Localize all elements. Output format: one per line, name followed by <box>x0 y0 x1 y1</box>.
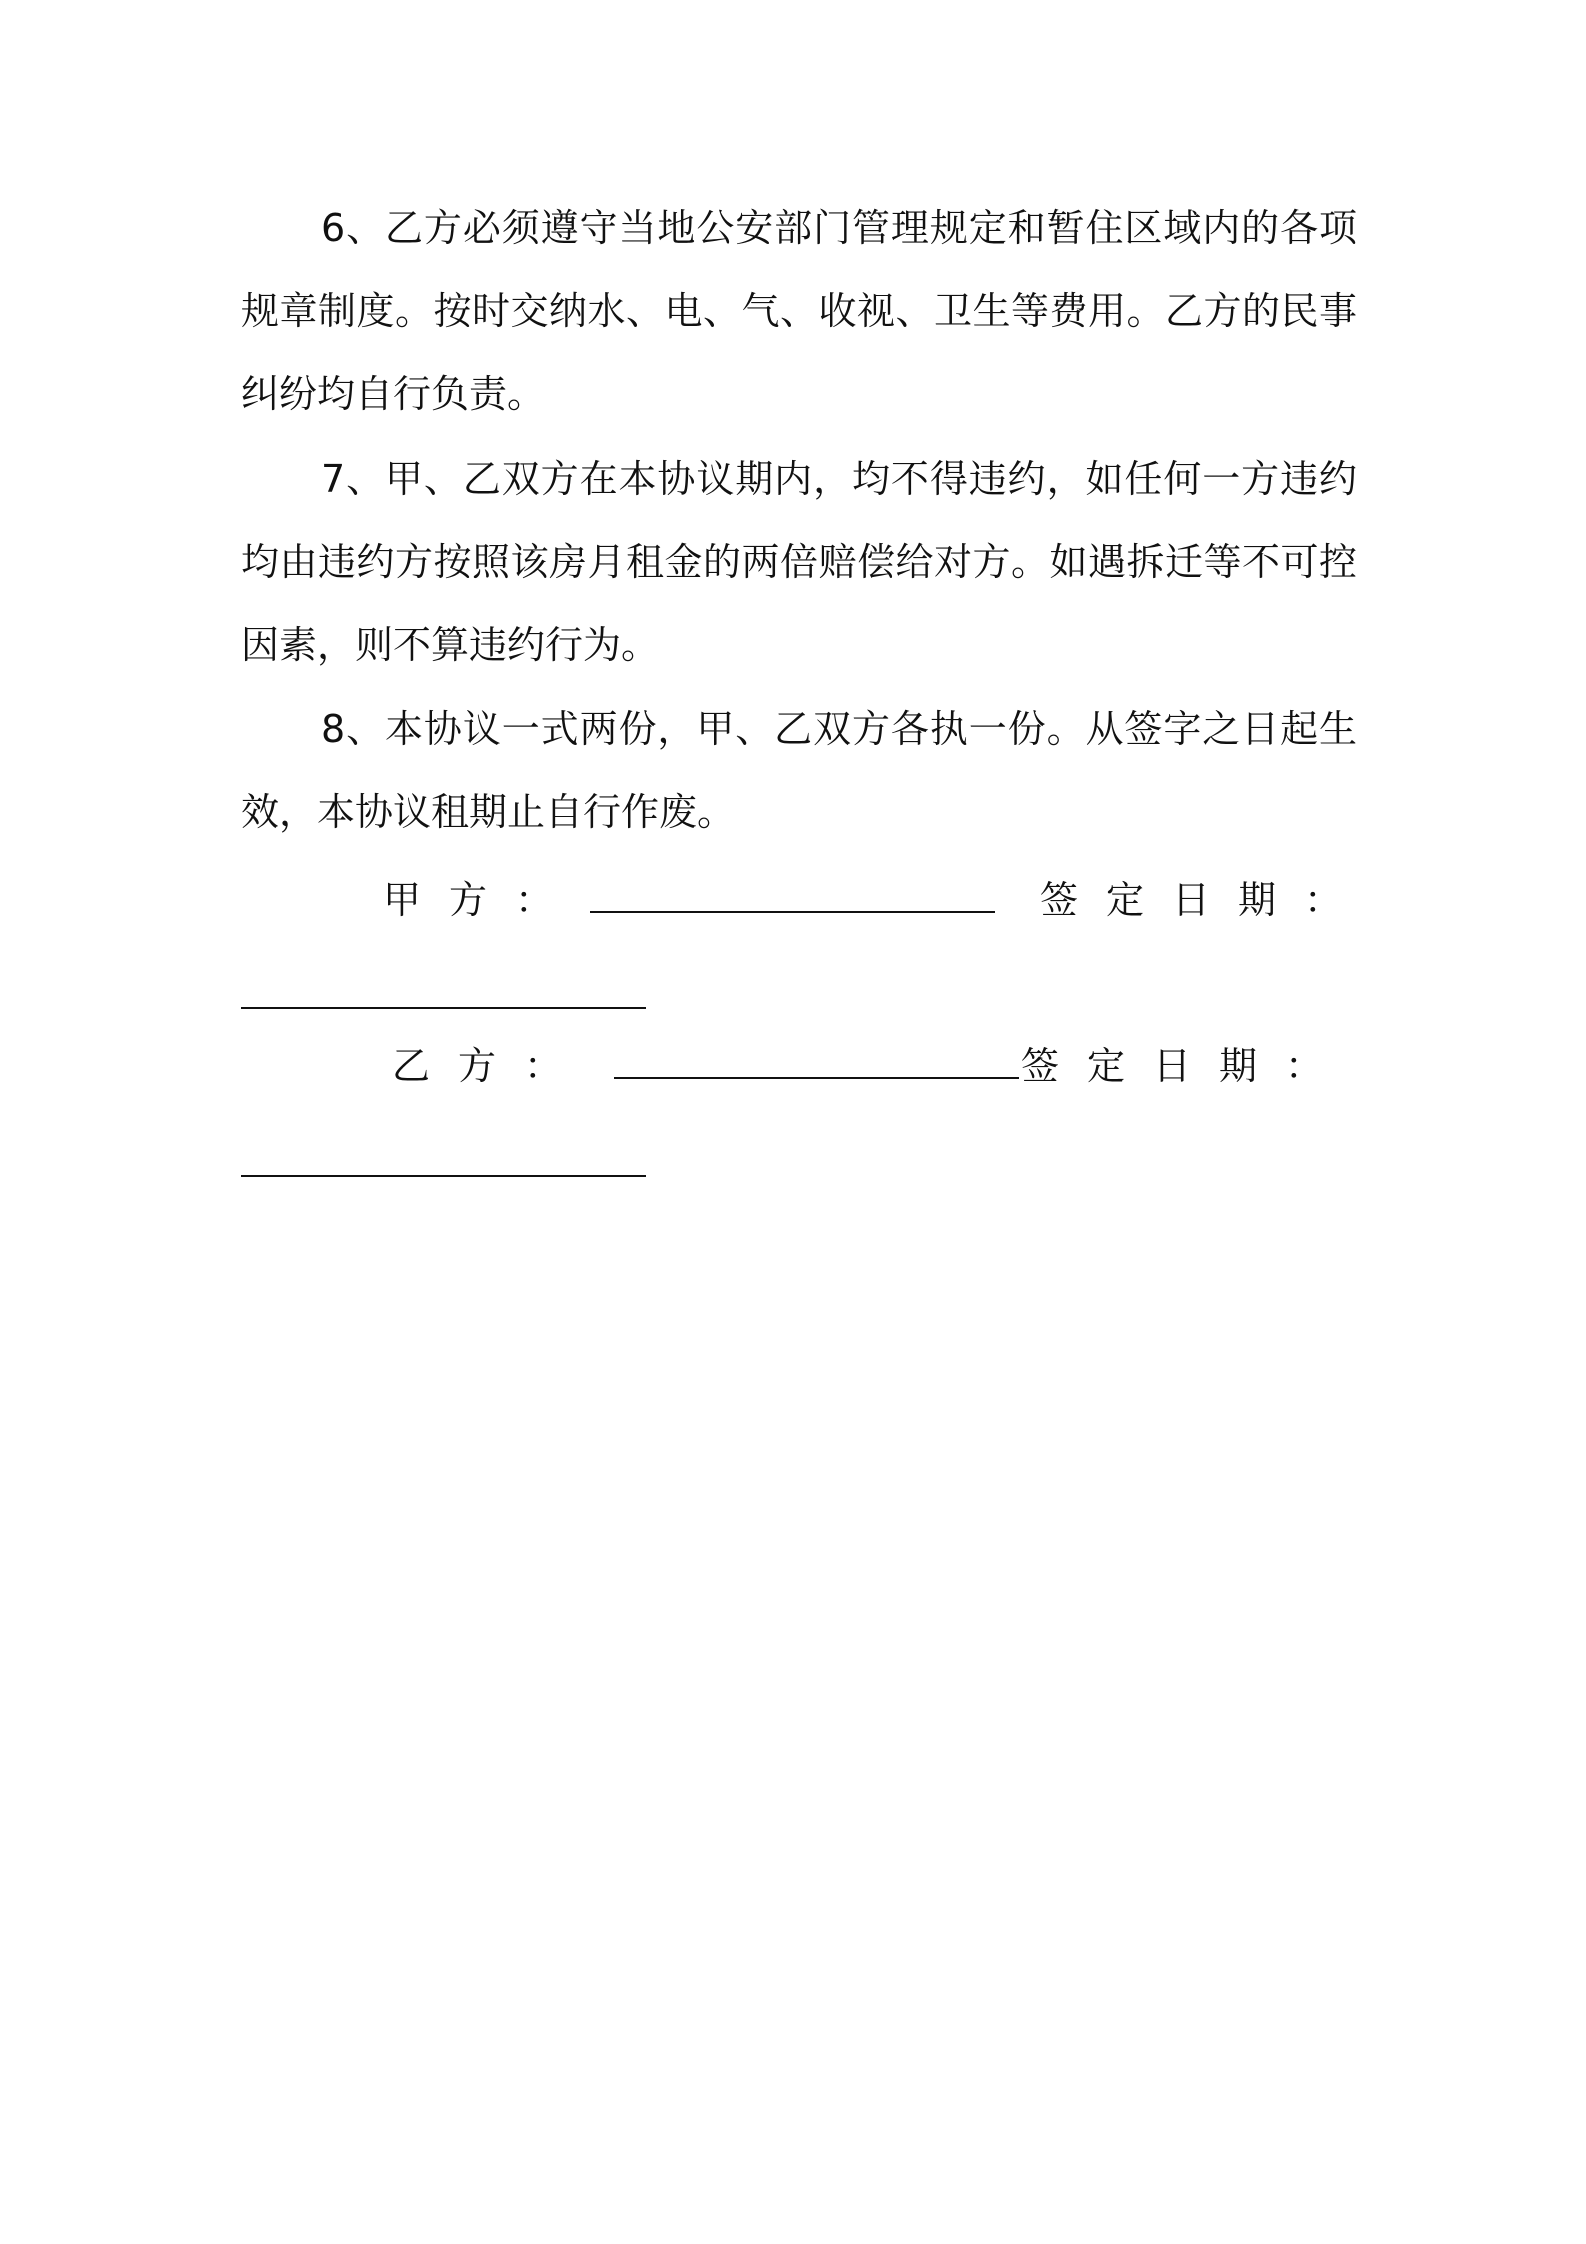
party-a-label: 甲方： <box>383 878 582 922</box>
party-b-date-blank <box>241 1134 646 1194</box>
party-b-signature-blank <box>614 1036 1019 1096</box>
party-b-date-label: 签定日期： <box>1021 1044 1352 1088</box>
clause-7: 7、甲、乙双方在本协议期内，均不得违约，如任何一方违约均由违约方按照该房月租金的两倍赔偿给对方。如遇拆迁等不可控因素，则不算违约行为。 <box>241 457 1357 667</box>
party-a-date-label: 签定日期： <box>1040 878 1371 922</box>
clause-8: 8、本协议一式两份，甲、乙双方各执一份。从签字之日起生效，本协议租期止自行作废。 <box>241 707 1357 834</box>
party-a-date-blank <box>241 966 646 1026</box>
party-a-signature-blank <box>590 870 995 930</box>
clause-6: 6、乙方必须遵守当地公安部门管理规定和暂住区域内的各项规章制度。按时交纳水、电、气、收视、卫生等费用。乙方的民事纠纷均自行负责。 <box>241 206 1357 416</box>
party-b-label: 乙方： <box>392 1044 591 1088</box>
